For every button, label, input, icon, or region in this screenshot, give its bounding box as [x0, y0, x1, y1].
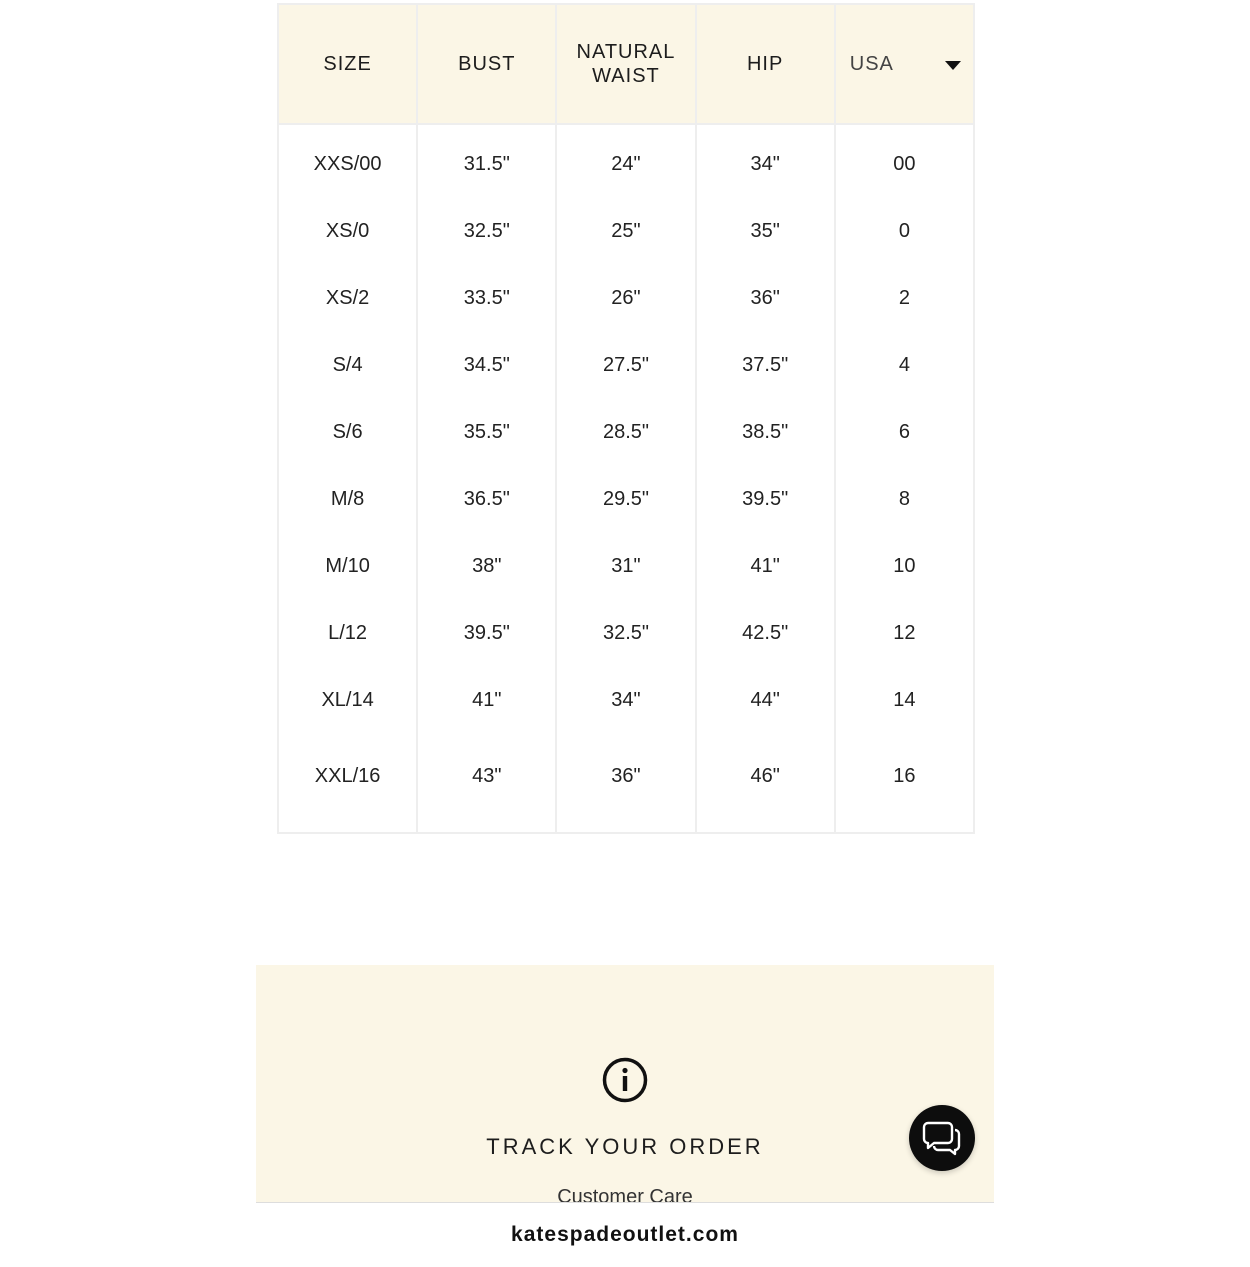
cell-us: 12: [835, 600, 974, 667]
track-order-panel: [256, 965, 994, 1202]
size-chart-row: [278, 332, 974, 399]
size-chart-row: [278, 667, 974, 734]
size-chart-row: [278, 466, 974, 533]
cell-size: M/8: [278, 466, 417, 533]
header-hip: HIP: [696, 4, 835, 124]
cell-bust: 39.5": [417, 600, 556, 667]
chat-button[interactable]: [909, 1105, 975, 1171]
track-your-order-link[interactable]: TRACK YOUR ORDER: [486, 1134, 764, 1159]
cell-bust: 43": [417, 734, 556, 833]
size-chart-table: [277, 3, 975, 834]
cell-waist: 27.5": [556, 332, 695, 399]
cell-size: S/6: [278, 399, 417, 466]
cell-hip: 42.5": [696, 600, 835, 667]
cell-waist: 29.5": [556, 466, 695, 533]
cell-bust: 35.5": [417, 399, 556, 466]
region-dropdown-cell[interactable]: [835, 4, 974, 124]
cell-us: 10: [835, 533, 974, 600]
cell-size: XS/0: [278, 198, 417, 265]
cell-size: M/10: [278, 533, 417, 600]
region-dropdown-value: USA: [849, 53, 894, 75]
size-chart-header-row: [278, 4, 974, 124]
cell-bust: 32.5": [417, 198, 556, 265]
cell-us: 2: [835, 265, 974, 332]
cell-size: L/12: [278, 600, 417, 667]
size-chart-row: [278, 533, 974, 600]
url-text: katespadeoutlet.com: [511, 1223, 739, 1246]
cell-hip: 41": [696, 533, 835, 600]
cell-size: XS/2: [278, 265, 417, 332]
cell-size: XXL/16: [278, 734, 417, 833]
caret-down-icon: [945, 61, 961, 70]
cell-us: 14: [835, 667, 974, 734]
cell-hip: 34": [696, 124, 835, 198]
cell-waist: 31": [556, 533, 695, 600]
cell-bust: 34.5": [417, 332, 556, 399]
browser-url-bar[interactable]: [256, 1202, 994, 1251]
header-size: SIZE: [278, 4, 417, 124]
cell-waist: 26": [556, 265, 695, 332]
region-dropdown[interactable]: [836, 5, 973, 123]
cell-size: XXS/00: [278, 124, 417, 198]
customer-care-link[interactable]: Customer Care: [557, 1186, 693, 1202]
cell-us: 00: [835, 124, 974, 198]
cell-hip: 35": [696, 198, 835, 265]
cell-waist: 34": [556, 667, 695, 734]
header-natural-waist: [556, 4, 695, 124]
info-icon: [602, 1057, 648, 1103]
cell-bust: 38": [417, 533, 556, 600]
cell-hip: 37.5": [696, 332, 835, 399]
cell-us: 8: [835, 466, 974, 533]
cell-hip: 36": [696, 265, 835, 332]
cell-bust: 31.5": [417, 124, 556, 198]
cell-size: S/4: [278, 332, 417, 399]
header-natural-waist-line2: WAIST: [592, 65, 660, 87]
cell-bust: 33.5": [417, 265, 556, 332]
cell-waist: 36": [556, 734, 695, 833]
cell-hip: 39.5": [696, 466, 835, 533]
cell-waist: 32.5": [556, 600, 695, 667]
size-chart-row: [278, 124, 974, 198]
cell-us: 4: [835, 332, 974, 399]
cell-bust: 41": [417, 667, 556, 734]
cell-bust: 36.5": [417, 466, 556, 533]
cell-us: 6: [835, 399, 974, 466]
header-natural-waist-line1: NATURAL: [576, 41, 676, 63]
size-chart-row: [278, 399, 974, 466]
header-bust: BUST: [417, 4, 556, 124]
cell-size: XL/14: [278, 667, 417, 734]
size-chart-row: [278, 198, 974, 265]
size-chart-row: [278, 734, 974, 833]
chat-bubbles-icon: [922, 1119, 962, 1157]
size-chart-row: [278, 600, 974, 667]
cell-waist: 28.5": [556, 399, 695, 466]
cell-us: 16: [835, 734, 974, 833]
cell-hip: 44": [696, 667, 835, 734]
cell-us: 0: [835, 198, 974, 265]
cell-hip: 46": [696, 734, 835, 833]
size-chart-body: [278, 124, 974, 833]
size-chart-row: [278, 265, 974, 332]
cell-waist: 24": [556, 124, 695, 198]
cell-waist: 25": [556, 198, 695, 265]
cell-hip: 38.5": [696, 399, 835, 466]
